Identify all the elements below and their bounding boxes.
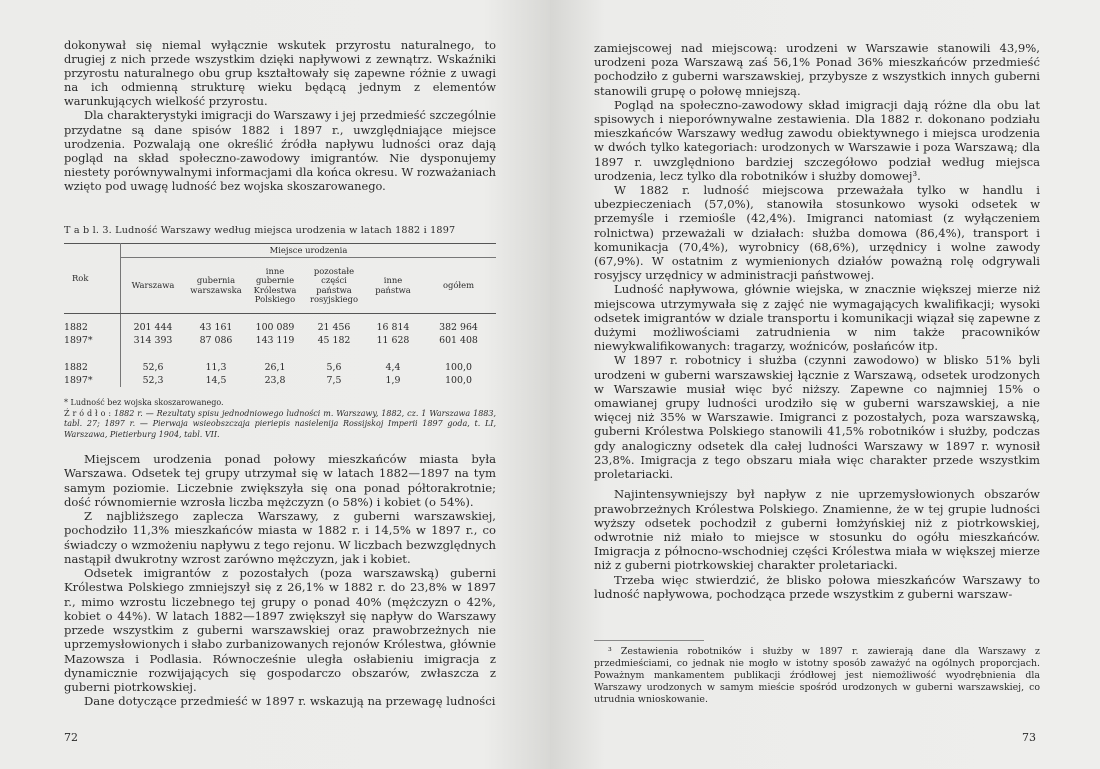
paragraph: zamiejscowej nad miejscową: urodzeni w Warszawie stanowili 43,9%, urodzeni poza Warszawą zaś 56,1% Ponad 36% mieszkańców przedmieść pochodziło z guberni warszawskiej, przybysze z wszystkich innych guberni stanowili grupę o połowę mniejszą. bbox=[594, 41, 1040, 98]
column-header: Warszawa bbox=[121, 258, 186, 314]
table-cell: 52,6 bbox=[142, 362, 164, 373]
paragraph: Pogląd na społeczno-zawodowy skład imigracji dają różne dla obu lat spisowych i nieporównywalne zestawienia. Dla 1882 r. dokonano podziału mieszkańców Warszawy według zawodu obiektywnego i miejsca urodzenia w dwóch tylko kategoriach: urodzonych w Warszawie i poza Warszawą; dla 1897 r. uwzględniono bardziej szczegółowo podział według miejsca urodzenia, lecz tylko dla robotników i służby domowej³. bbox=[594, 97, 1040, 183]
table-note bbox=[64, 398, 496, 440]
table-row bbox=[64, 374, 496, 387]
table-cell: 23,8 bbox=[264, 375, 286, 386]
group-header: Miejsce urodzenia bbox=[121, 244, 497, 258]
paragraph: dokonywał się niemal wyłącznie wskutek przyrostu naturalnego, to drugiej z nich przede wszystkim dzięki napływowi z zewnątrz. Wskaźniki przyrostu naturalnego obu grup kształtowały się zapewne różnie z uwagi na ich odmienną strukturę wieku będącą jednym z elementów warunkujących wielkość przyrostu. bbox=[64, 38, 496, 109]
population-table bbox=[64, 243, 496, 387]
left-text-bottom bbox=[64, 452, 496, 709]
cell-rok: 1882 bbox=[64, 361, 121, 374]
table-cell: 601 408 bbox=[439, 335, 478, 346]
paragraph: Odsetek imigrantów z pozostałych (poza warszawską) guberni Królestwa Polskiego zmniejszył się z 26,1% w 1882 r. do 23,8% w 1897 r., mimo wzrostu liczebnego tej grupy o ponad 40% (mężczyzn o 42%, kobiet o 44%). W latach 1882—1897 zwiększył się napływ do Warszawy przede wszystkim z guberni warszawskiej oraz prawobrzeżnych nie uprzemysłowionych i słabo zurbanizowanych rejonów Królestwa, głównie Mazowsza i Podlasia. Równocześnie uległa osłabieniu imigracja z dynamicznie rozwijających się gospodarczo obszarów, zwłaszcza z guberni piotrkowskiej. bbox=[64, 566, 496, 694]
page-number-left: 72 bbox=[64, 731, 78, 744]
paragraph: Miejscem urodzenia ponad połowy mieszkańców miasta była Warszawa. Odsetek tej grupy utrzymał się w latach 1882—1897 na tym samym poziomie. Liczebnie zwiększyła się ona ponad półtorakrotnie; dość równomiernie wzrosła liczba mężczyzn (o 58%) i kobiet (o 54%). bbox=[64, 452, 496, 509]
table-cell: 14,5 bbox=[205, 375, 227, 386]
paragraph: Ludność napływowa, głównie wiejska, w znacznie większej mierze niż miejscowa utrzymywała się z zajęć nie wymagających kwalifikacji; wysoki odsetek imigrantów w dziale transportu i komunikacji wiązał się zapewne z dużymi możliwościami zatrudnienia w nim także pracowników niewykwalifikowanych: tragarzy, woźniców, posłańców itp. bbox=[594, 282, 1040, 354]
paragraph: Najintensywniejszy był napływ z nie uprzemysłowionych obszarów prawobrzeżnych Królestwa Polskiego. Znamienne, że w tej grupie ludności wyższy odsetek pochodził z guberni łomżyńskiej niż z piotrkowskiej, odwrotnie niż miało to miejsce w stosunku do ogółu mieszkańców. Imigracja z północno-wschodniej części Królestwa miała w większej mierze niż z guberni piotrkowskiej charakter proletariacki. bbox=[594, 487, 1040, 573]
table-cell: 11,3 bbox=[205, 362, 227, 373]
table-cell: 143 119 bbox=[255, 335, 295, 346]
paragraph: W 1897 r. robotnicy i służba (czynni zawodowo) w blisko 51% byli urodzeni w guberni warszawskiej łącznie z Warszawą, odsetek urodzonych w Warszawie musiał więc być niższy. Zapewne co najmniej 15% o omawianej grupy ludności urodziło się w guberni warszawskiej, a nie więcej niż 35% w Warszawie. Imigranci z pozostałych, poza warszawską, guberni Królestwa Polskiego stanowili 41,5% robotników i służby, podczas gdy analogiczny odsetek dla całej ludności Warszawy w 1897 r. wynosił 23,8%. Imigracja z tego obszaru miała więc charakter przede wszystkim proletariacki. bbox=[594, 353, 1040, 482]
column-header-rok: Rok bbox=[64, 244, 121, 314]
table-cell: 87 086 bbox=[199, 335, 233, 346]
paragraph: Trzeba więc stwierdzić, że blisko połowa mieszkańców Warszawy to ludność napływowa, pochodząca przede wszystkim z guberni warszaw- bbox=[594, 572, 1040, 601]
table-cell: 5,6 bbox=[326, 362, 342, 373]
table-cell: 16 814 bbox=[376, 322, 410, 333]
table-cell: 4,4 bbox=[385, 362, 401, 373]
table-cell: 11 628 bbox=[376, 335, 410, 346]
table-note-text: * Ludność bez wojska skoszarowanego. bbox=[64, 398, 224, 407]
cell-rok: 1897* bbox=[64, 334, 121, 347]
left-text-top bbox=[64, 38, 496, 193]
right-page bbox=[550, 0, 1100, 769]
paragraph: Z najbliższego zaplecza Warszawy, z guberni warszawskiej, pochodziło 11,3% mieszkańców miasta w 1882 r. i 14,5% w 1897 r., co świadczy o wzmożeniu napływu z tego rejonu. W liczbach bezwzględnych nastąpił dwukrotny wzrost zarówno mężczyzn, jak i kobiet. bbox=[64, 509, 496, 566]
table-cell: 7,5 bbox=[326, 375, 342, 386]
footnote-rule bbox=[594, 640, 704, 641]
source-label: Ź r ó d ł o : bbox=[64, 408, 112, 418]
paragraph: Dla charakterystyki imigracji do Warszawy i jej przedmieść szczególnie przydatne są dane spisów 1882 i 1897 r., uwzględniające miejsce urodzenia. Pozwalają one określić źródła napływu ludności oraz dają pogląd na skład społeczno-zawodowy imigrantów. Nie dysponujemy niestety porównywalnymi informacjami dla końca okresu. W rozważaniach wzięto pod uwagę ludność bez wojska skoszarowanego. bbox=[64, 108, 496, 193]
cell-rok: 1882 bbox=[64, 321, 121, 334]
column-header: gubernia warszawska bbox=[185, 258, 247, 314]
table-row bbox=[64, 361, 496, 374]
paragraph: Dane dotyczące przedmieść w 1897 r. wskazują na przewagę ludności bbox=[84, 694, 496, 709]
table-row bbox=[64, 321, 496, 334]
column-header: ogółem bbox=[421, 258, 496, 314]
page-number-right: 73 bbox=[1022, 731, 1036, 744]
table-cell: 1,9 bbox=[385, 375, 401, 386]
column-header: inne państwa bbox=[365, 258, 421, 314]
table-cell: 100,0 bbox=[445, 375, 472, 386]
table-cell: 100,0 bbox=[445, 362, 472, 373]
cell-rok: 1897* bbox=[64, 374, 121, 387]
table-cell: 314 393 bbox=[133, 335, 173, 346]
paragraph: W 1882 r. ludność miejscowa przeważała tylko w handlu i ubezpieczeniach (57,0%), stanowiła stosunkowo wysoki odsetek w przemyśle i rzemiośle (42,4%). Imigranci natomiast (z wyłączeniem rolnictwa) przeważali w działach: służba domowa (86,4%), transport i komunikacja (70,4%), wyrobnicy (68,6%), urzędnicy i wolne zawody (67,9%). W ostatnim z wymienionych działów poważną rolę odgrywali rosyjscy urzędnicy w administracji państwowej. bbox=[594, 183, 1040, 283]
table-cell: 52,3 bbox=[142, 375, 164, 386]
footnote: ³ Zestawienia robotników i służby w 1897 r. zawierają dane dla Warszawy z przedmieściami, co jednak nie mogło w istotny sposób zaważyć na ogólnych proporcjach. Poważnym mankamentem publikacji źródłowej jest niemożliwość wyodrębnienia dla Warszawy urodzonych w samym mieście spośród urodzonych w guberni warszawskiej, co utrudnia wnioskowanie. bbox=[594, 646, 1040, 705]
column-header: inne gubernie Królestwa Polskiego bbox=[247, 258, 303, 314]
source-text: 1882 r. — Rezultaty spisu jednodniowego ludności m. Warszawy, 1882, cz. 1 Warszawa 1883, tabl. 27; 1897 r. — Pierwaja wsieobszczaja pieriepis nasielenija Rossijskoj Imperii 1897 goda, t. LI, Warszawa, Pietierburg 1904, tabl. VII. bbox=[64, 408, 497, 439]
table-cell: 26,1 bbox=[264, 362, 286, 373]
table-title: T a b l. 3. Ludność Warszawy według miejsca urodzenia w latach 1882 i 1897 bbox=[64, 225, 456, 236]
table-cell: 43 161 bbox=[199, 322, 233, 333]
table-row bbox=[64, 334, 496, 347]
table-source bbox=[64, 409, 496, 441]
table-cell: 45 182 bbox=[317, 335, 351, 346]
table-cell: 21 456 bbox=[317, 322, 351, 333]
right-text bbox=[594, 41, 1040, 601]
table-cell: 100 089 bbox=[255, 322, 295, 333]
table-cell: 382 964 bbox=[439, 322, 478, 333]
column-header: pozostałe części państwa rosyjskiego bbox=[303, 258, 365, 314]
table-cell: 201 444 bbox=[133, 322, 173, 333]
